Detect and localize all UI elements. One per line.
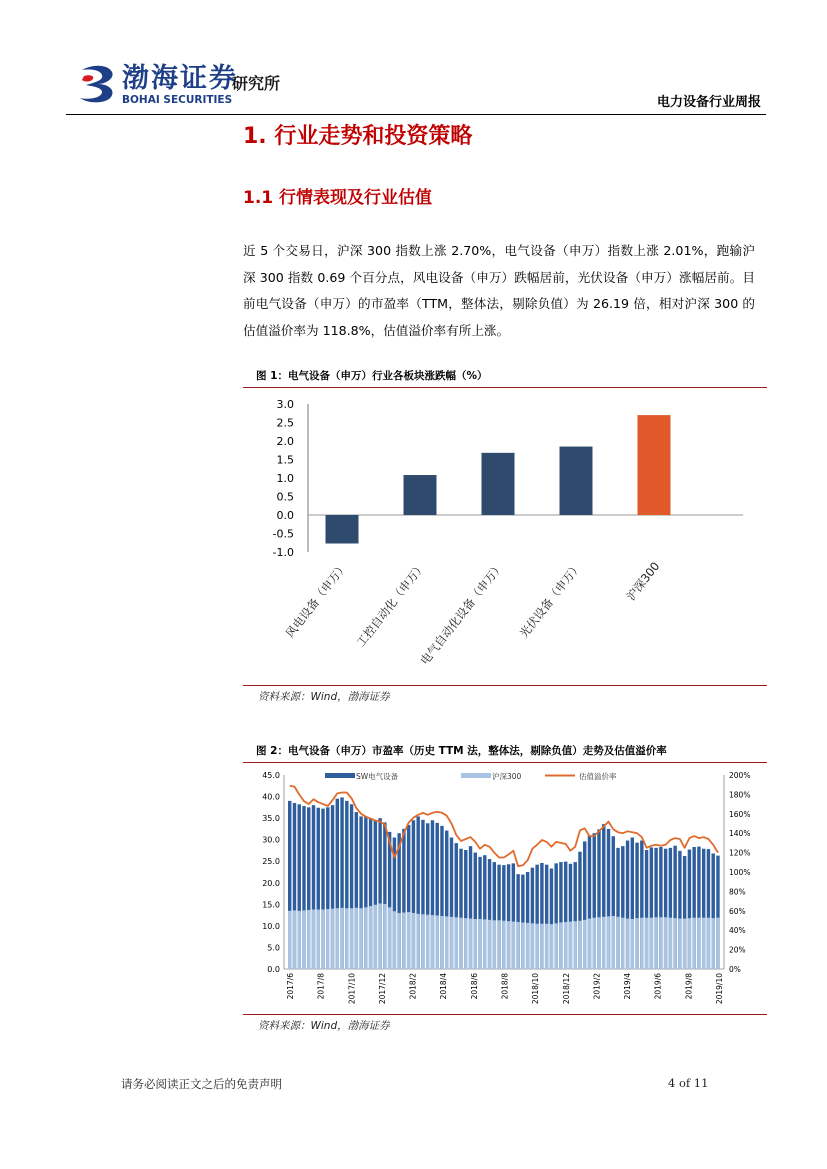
hs300-pe-bar (597, 917, 600, 969)
hs300-pe-bar (512, 922, 515, 969)
hs300-pe-bar (350, 908, 353, 969)
hs300-pe-bar (478, 919, 481, 969)
category-label: 沪深300 (623, 559, 663, 604)
hs300-pe-bar (545, 924, 548, 969)
hs300-pe-bar (612, 916, 615, 969)
hs300-pe-bar (464, 918, 467, 969)
x-tick-label: 2018/10 (531, 973, 541, 1005)
hs300-pe-bar (578, 921, 581, 969)
hs300-pe-bar (474, 919, 477, 969)
y-tick-label: -1.0 (272, 546, 294, 559)
hs300-pe-bar (659, 917, 662, 969)
hs300-pe-bar (697, 918, 700, 969)
x-tick-label: 2019/6 (653, 973, 663, 1000)
legend-label: 沪深300 (492, 772, 522, 781)
hs300-pe-bar (583, 920, 586, 969)
sector-return-bar-chart (243, 388, 767, 684)
hs300-pe-bar (573, 921, 576, 969)
x-tick-label: 2017/12 (377, 973, 387, 1005)
subsection-heading: 1.1 行情表现及行业估值 (243, 188, 433, 208)
right-y-tick-label: 160% (729, 809, 751, 819)
y-tick-label: 0.0 (276, 509, 294, 522)
premium-line (290, 786, 718, 867)
y-tick-label: 1.5 (276, 453, 294, 467)
left-y-tick-label: 40.0 (262, 792, 280, 802)
hs300-pe-bar (407, 912, 410, 969)
category-label: 光伏设备（申万） (516, 559, 585, 641)
footer-disclaimer: 请务必阅读正文之后的免责声明 (121, 1077, 282, 1091)
hs300-pe-bar (550, 924, 553, 969)
hs300-pe-bar (340, 908, 343, 969)
hs300-pe-bar (497, 920, 500, 969)
hs300-pe-bar (602, 917, 605, 969)
report-type-label: 电力设备行业周报 (656, 95, 761, 110)
hs300-pe-bar (564, 922, 567, 969)
left-y-tick-label: 35.0 (262, 814, 280, 824)
right-y-tick-label: 140% (729, 829, 751, 839)
hs300-pe-bar (673, 918, 676, 969)
hs300-pe-bar (621, 918, 624, 969)
x-tick-label: 2018/12 (561, 973, 571, 1005)
y-tick-label: 3.0 (276, 398, 294, 411)
hs300-pe-bar (559, 922, 562, 969)
hs300-pe-bar (469, 919, 472, 969)
x-tick-label: 2018/4 (439, 973, 449, 1000)
hs300-pe-bar (631, 919, 634, 969)
header-divider (66, 114, 766, 115)
hs300-pe-bar (716, 918, 719, 969)
legend-label: 估值溢价率 (579, 772, 617, 781)
x-tick-label: 2017/8 (316, 973, 326, 1000)
right-y-tick-label: 20% (729, 945, 746, 955)
hs300-pe-bar (359, 908, 362, 969)
hs300-pe-bar (402, 913, 405, 969)
left-y-tick-label: 15.0 (262, 900, 280, 910)
y-tick-label: -0.5 (272, 527, 294, 541)
hs300-pe-bar (678, 919, 681, 969)
hs300-pe-bar (459, 918, 462, 969)
hs300-pe-bar (664, 917, 667, 969)
legend-label: SW电气设备 (356, 772, 399, 781)
x-tick-label: 2017/6 (286, 973, 295, 1000)
hs300-pe-bar (397, 913, 400, 969)
legend-swatch (325, 773, 355, 778)
right-y-tick-label: 0% (729, 965, 741, 974)
hs300-pe-bar (416, 914, 419, 969)
hs300-pe-bar (535, 924, 538, 969)
left-y-tick-label: 5.0 (267, 943, 280, 953)
hs300-pe-bar (440, 916, 443, 969)
hs300-pe-bar (683, 919, 686, 969)
left-y-tick-label: 30.0 (262, 835, 280, 845)
hs300-pe-bar (635, 918, 638, 969)
category-label: 风电设备（申万） (282, 559, 351, 641)
hs300-pe-bar (431, 915, 434, 969)
right-y-tick-label: 100% (729, 868, 751, 877)
hs300-pe-bar (321, 910, 324, 969)
category-label: 电气自动化设备（申万） (417, 559, 507, 668)
y-tick-label: 0.5 (276, 490, 294, 504)
hs300-pe-bar (540, 924, 543, 969)
left-y-tick-label: 25.0 (262, 857, 280, 867)
figure-1-source: 资料来源：Wind，渤海证券 (258, 691, 390, 703)
hs300-pe-bar (317, 910, 320, 969)
hs300-pe-bar (488, 920, 491, 969)
hs300-pe-bar (569, 922, 572, 969)
hs300-pe-bar (654, 917, 657, 969)
x-tick-label: 2018/8 (500, 973, 510, 1000)
logo-english-name: BOHAI SECURITIES (122, 94, 233, 106)
hs300-pe-bar (455, 917, 458, 969)
left-y-tick-label: 0.0 (267, 965, 280, 974)
hs300-pe-bar (692, 918, 695, 969)
x-tick-label: 2019/8 (684, 973, 694, 1000)
left-y-tick-label: 10.0 (262, 921, 280, 931)
hs300-pe-bar (554, 923, 557, 969)
hs300-pe-bar (326, 909, 329, 969)
hs300-pe-bar (345, 908, 348, 969)
market-summary-paragraph: 近 5 个交易日，沪深 300 指数上涨 2.70%，电气设备（申万）指数上涨 2.01%，跑输沪深 300 指数 0.69 个百分点，风电设备（申万）跌幅居前，光伏设备（申万）涨幅居前。目前电气设备（申万）的市盈率（TTM，整体法，剔除负值）为 26.19 倍，相对沪深 300 的估值溢价率为 118.8%，估值溢价率有所上涨。 (243, 243, 755, 338)
x-tick-label: 2019/4 (623, 973, 633, 1000)
x-tick-label: 2018/2 (408, 973, 418, 1000)
pe-premium-combo-chart (243, 763, 767, 1013)
hs300-pe-bar (531, 923, 534, 969)
hs300-pe-bar (288, 911, 291, 969)
hs300-pe-bar (336, 908, 339, 969)
page-number: 4 of 11 (668, 1076, 709, 1090)
x-tick-label: 2019/10 (715, 973, 724, 1005)
hs300-pe-bar (702, 918, 705, 969)
sector-bar (326, 515, 359, 543)
right-y-tick-label: 80% (729, 887, 746, 897)
right-y-tick-label: 40% (729, 926, 746, 936)
institute-label: 研究所 (232, 74, 281, 93)
section-heading: 1. 行业走势和投资策略 (243, 124, 473, 149)
hs300-pe-bar (588, 919, 591, 969)
sector-bar (482, 453, 515, 515)
sector-bar (560, 447, 593, 515)
hs300-pe-bar (293, 910, 296, 969)
sector-bar (638, 415, 671, 515)
hs300-pe-bar (378, 903, 381, 969)
hs300-pe-bar (374, 905, 377, 969)
hs300-pe-bar (393, 911, 396, 969)
hs300-pe-bar (521, 922, 524, 969)
figure-2-bottom-rule (243, 1014, 767, 1015)
figure-2-source: 资料来源：Wind，渤海证券 (258, 1020, 390, 1032)
y-tick-label: 2.0 (276, 435, 294, 448)
right-y-tick-label: 120% (729, 848, 751, 858)
figure-2-title: 图 2：电气设备（申万）市盈率（历史 TTM 法，整体法，剔除负值）走势及估值溢价率 (256, 745, 667, 757)
hs300-pe-bar (593, 918, 596, 969)
hs300-pe-bar (388, 907, 391, 969)
right-y-tick-label: 200% (729, 771, 751, 780)
hs300-pe-bar (616, 917, 619, 969)
hs300-pe-bar (493, 920, 496, 969)
left-y-tick-label: 20.0 (262, 878, 280, 888)
left-y-tick-label: 45.0 (262, 771, 280, 780)
hs300-pe-bar (640, 918, 643, 969)
hs300-pe-bar (626, 919, 629, 969)
hs300-pe-bar (507, 921, 510, 969)
hs300-pe-bar (688, 918, 691, 969)
hs300-pe-bar (502, 921, 505, 969)
logo-chinese-name: 渤海证券 (122, 63, 238, 94)
x-tick-label: 2018/6 (469, 973, 479, 1000)
category-label: 工控自动化（申万） (353, 559, 429, 650)
hs300-pe-bar (645, 918, 648, 969)
hs300-pe-bar (355, 908, 358, 969)
hs300-pe-bar (331, 909, 334, 969)
sector-bar (404, 475, 437, 515)
hs300-pe-bar (483, 919, 486, 969)
figure-1-bottom-rule (243, 685, 767, 686)
bohai-logo-icon (78, 64, 118, 104)
hs300-pe-bar (364, 907, 367, 969)
hs300-pe-bar (412, 913, 415, 969)
hs300-pe-bar (369, 906, 372, 969)
right-y-tick-label: 60% (729, 906, 746, 916)
hs300-pe-bar (436, 916, 439, 969)
x-tick-label: 2017/10 (347, 973, 357, 1005)
hs300-pe-bar (526, 923, 529, 969)
x-tick-label: 2019/2 (592, 973, 602, 1000)
figure-1-title: 图 1：电气设备（申万）行业各板块涨跌幅（%） (256, 370, 488, 382)
right-y-tick-label: 180% (729, 790, 751, 800)
hs300-pe-bar (450, 917, 453, 969)
hs300-pe-bar (298, 911, 301, 969)
y-tick-label: 1.0 (276, 472, 294, 485)
hs300-pe-bar (650, 918, 653, 969)
hs300-pe-bar (421, 914, 424, 969)
hs300-pe-bar (307, 910, 310, 969)
hs300-pe-bar (711, 918, 714, 969)
hs300-pe-bar (607, 916, 610, 969)
legend-swatch (461, 773, 491, 778)
y-tick-label: 2.5 (276, 416, 294, 430)
hs300-pe-bar (302, 910, 305, 969)
hs300-pe-bar (669, 918, 672, 969)
hs300-pe-bar (445, 916, 448, 969)
hs300-pe-bar (383, 904, 386, 969)
hs300-pe-bar (312, 910, 315, 969)
hs300-pe-bar (516, 922, 519, 969)
hs300-pe-bar (426, 915, 429, 969)
hs300-pe-bar (707, 918, 710, 969)
